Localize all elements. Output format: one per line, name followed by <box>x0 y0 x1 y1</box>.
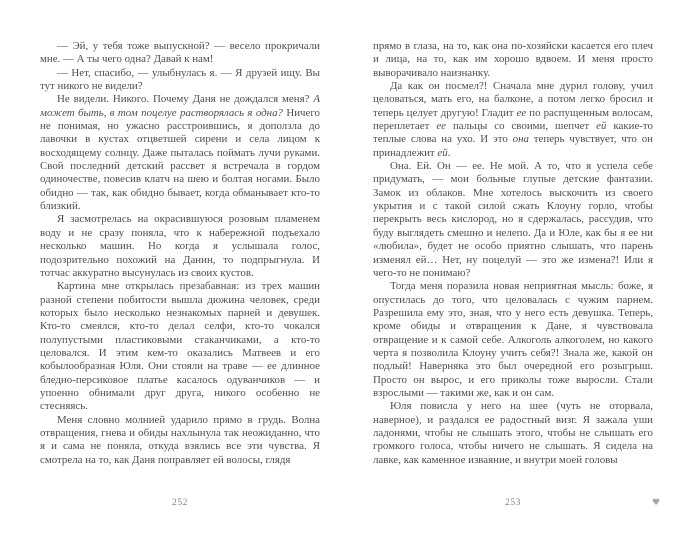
italic-text-run: А может быть, в том поцелуе растворялась я одна? <box>40 93 320 119</box>
italic-text-run: ей <box>596 120 607 133</box>
text-run: пальцы со своими, шепчет <box>446 120 597 133</box>
text-run: Меня словно молнией ударило прямо в грудь. Волна отвращения, гнева и обиды нахлынула так неожиданно, что я и сама не поняла, откуда взялись все эти чувства. Я смотрела на то, как Даня поправляет ей волосы, глядя <box>40 413 320 466</box>
paragraph <box>373 40 653 80</box>
text-run: Да как он посмел?! Сначала мне дурил голову, учил целоваться, мать его, на балконе, а потом легко бросил и теперь целует другую! Гладит <box>373 80 653 119</box>
text-run: Не видели. Никого. Почему Даня не дождался меня? <box>57 93 314 106</box>
italic-text-run: ее <box>516 106 527 119</box>
text-run: по распущенным волосам, переплетает <box>373 106 653 133</box>
text-run: Я засмотрелась на окрасившуюся розовым пламенем воду и не сразу поняла, что к набережной подъехало несколько машин. Но когда я услышала голос, подозрительно похожий на Данин, то подпрыгнула. И тотчас аккуратно высунулась из своих кустов. <box>40 213 320 279</box>
text-run: теперь чувствует, что он принадлежит <box>373 133 653 159</box>
page-left-text <box>40 40 320 492</box>
text-run: Юля повисла у него на шее (чуть не оторвала, наверное), и раздался ее радостный визг. Я зажала уши ладонями, чтобы не слышать этого, чтобы не слышать его громкого голоса, чтобы ничего не слышать. Я сидела на лавке, как каменное изваяние, и внутри моей головы <box>373 400 653 466</box>
paragraph <box>373 400 653 467</box>
text-run: прямо в глаза, на то, как она по-хозяйски касается его плеч и лица, на то, как им хорошо вдвоем. И меня просто выворачивало наизнанку. <box>373 40 653 79</box>
page-right-text <box>373 40 653 492</box>
paragraph <box>40 40 320 67</box>
text-run: — Эй, у тебя тоже выпускной? — весело прокричали мне. — А ты чего одна? Давай к нам! <box>40 40 320 66</box>
paragraph <box>40 67 320 94</box>
paragraph <box>40 280 320 413</box>
page-number-left: 252 <box>171 498 189 508</box>
favorite-heart-icon[interactable]: ♥ <box>652 498 661 508</box>
paragraph <box>40 213 320 280</box>
text-run: Картина мне открылась презабавная: из трех машин разной степени побитости вышла дюжина человек, среди которых было несколько незнакомых парней и девушек. Кто-то смеялся, кто-то делал селфи, кто-то чокался полупустыми пластиковыми стаканчиками, а кто-то целовался. И этим кем-то оказались Матвеев и его кобылообразная Юля. Они стояли на траве — ее длинное бледно-персиковое платье касалось одуванчиков — и упоенно обнимали друг друга, никого особенно не стесняясь. <box>40 280 320 413</box>
text-run: Ничего не понимая, но ужасно расстроившись, я доползла до лавочки в кустах отцветшей сирени и села лицом к восходящему солнцу. Даже пыталась поймать лучи руками. Свой последний детский рассвет я встречала в гордом одиночестве, повесив клатч на шею и болтая ногами. Было обидно — так, как обидно бывает, когда обманывает кто-то близкий. <box>40 106 320 213</box>
text-run: Она. Ей. Он — ее. Не мой. А то, что я успела себе придумать, — мои больные глупые детские фантазии. Замок из облаков. Мне хотелось выскочить из своего укрытия и с такой силой сжать Клоуну горло, чтобы перекрыть весь кислород, но я сдержалась, рассудив, что буду выглядеть смешно и нелепо. Да и Юле, как бы я ее ни «любила», будет не особо приятно слышать, что парень изменял ей… Нет, ну поцелуй — это же измена?! Или я чего-то не понимаю? <box>373 160 653 279</box>
paragraph <box>40 93 320 213</box>
paragraph <box>40 414 320 467</box>
text-run: какие-то теплые слова на ухо. И это <box>373 120 653 146</box>
page-right <box>373 40 653 492</box>
italic-text-run: она <box>512 133 529 146</box>
text-run: Тогда меня поразила новая неприятная мысль: боже, я опустилась до того, что целовалась с чужим парнем. Разрешила ему это, зная, что у него есть девушка. Теперь, кроме обиды и отвращения к Дане, я чувствовала отвращение и к самой себе. Алкоголь алкоголем, но какого черта я позволила Клоуну учить себя?! Знала же, какой он подлый! Наверняка это был очередной его розыгрыш. Просто он вырос, и его приколы тоже выросли. Стали взрослыми — такими же, как и он сам. <box>373 280 653 399</box>
italic-text-run: ее <box>436 120 446 133</box>
paragraph <box>373 280 653 400</box>
page-number-right: 253 <box>504 498 522 508</box>
text-run: — Нет, спасибо, — улыбнулась я. — Я друзей ищу. Вы тут никого не видели? <box>40 66 320 93</box>
paragraph <box>373 160 653 280</box>
italic-text-run: ей <box>437 146 448 159</box>
text-run: . <box>447 146 451 159</box>
page-left <box>40 40 320 492</box>
paragraph <box>373 80 653 160</box>
